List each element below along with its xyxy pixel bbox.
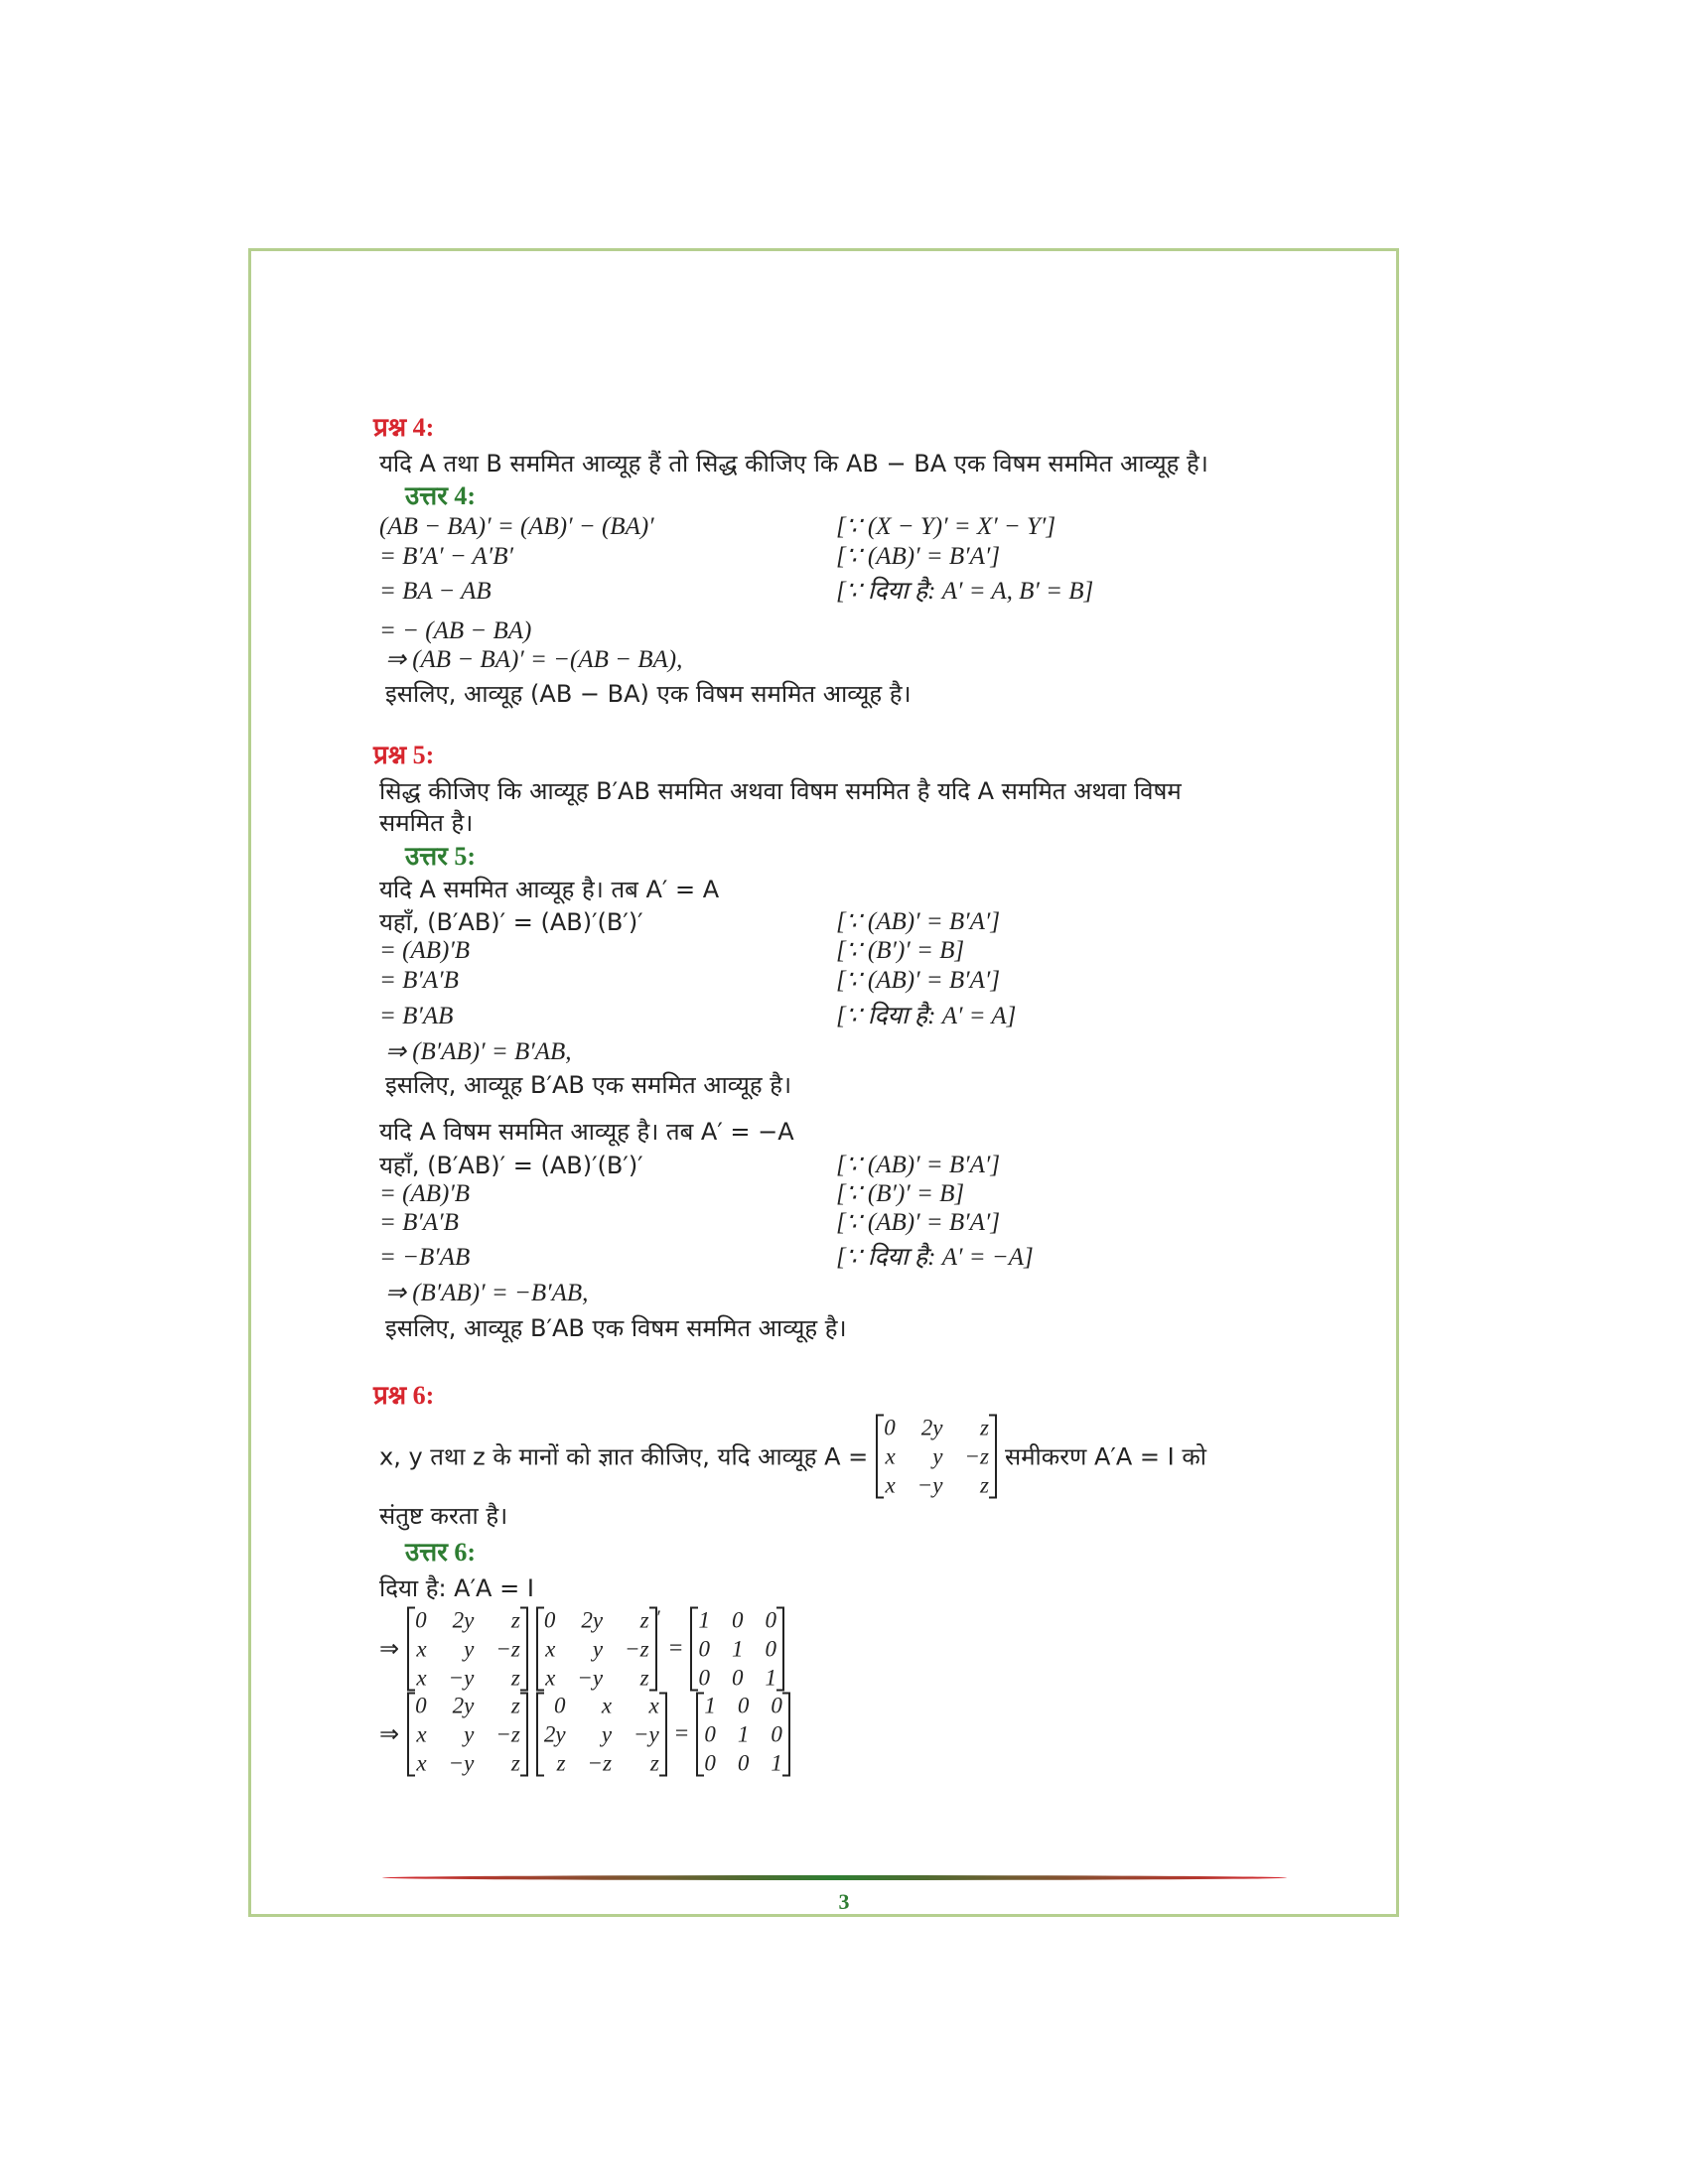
q5-case1-intro: यदि A सममित आव्यूह है। तब A′ = A: [379, 876, 720, 903]
q5-step: = −B′AB: [379, 1244, 471, 1271]
question-6-text: [379, 1415, 1206, 1499]
page-number: 3: [838, 1889, 850, 1914]
matrix-cell: 1: [731, 1636, 744, 1662]
matrix-cell: x: [416, 1636, 427, 1662]
q5-reason: [∵ (AB)′ = B′A′]: [836, 1152, 1001, 1178]
matrix-cell: 0: [731, 1607, 744, 1633]
matrix-cell: x: [648, 1693, 659, 1718]
matrix-cell: 0: [415, 1607, 427, 1633]
matrix-A: [876, 1415, 997, 1499]
matrix-cell: 0: [771, 1721, 782, 1747]
matrix-cell: z: [649, 1750, 659, 1776]
q6-equation-2: [379, 1693, 790, 1777]
matrix-cell: 0: [737, 1750, 750, 1776]
q4-reason: [∵ दिया है: A′ = A, B′ = B]: [836, 578, 1094, 605]
matrix-cell: 0: [765, 1636, 776, 1662]
q5-step: यहाँ, (B′AB)′ = (AB)′(B′)′: [379, 908, 643, 936]
q5-reason: [∵ दिया है: A′ = A]: [836, 1003, 1017, 1029]
matrix-cell: y: [464, 1636, 475, 1662]
matrix-cell: 0: [543, 1607, 556, 1633]
matrix-cell: y: [592, 1636, 604, 1662]
matrix-cell: −y: [448, 1665, 475, 1691]
matrix-cell: 1: [765, 1665, 776, 1691]
q4-reason: [∵ (AB)′ = B′A′]: [836, 543, 1001, 570]
matrix-cell: 1: [704, 1693, 716, 1718]
matrix-cell: −y: [916, 1472, 943, 1498]
q6-given: दिया है: A′A = I: [379, 1574, 534, 1602]
matrix-cell: x: [885, 1472, 896, 1498]
question-4-heading: प्रश्न 4:: [373, 413, 435, 442]
question-5-text: सममित है।: [379, 809, 474, 837]
matrix-cell: y: [464, 1721, 475, 1747]
footer-divider: [382, 1875, 1287, 1880]
q4-step: = BA − AB: [379, 578, 492, 605]
question-5-text: सिद्ध कीजिए कि आव्यूह B′AB सममित अथवा विषम सममित है यदि A सममित अथवा विषम: [379, 777, 1182, 805]
equals-symbol: =: [668, 1635, 683, 1662]
question-6-text: संतुष्ट करता है।: [379, 1502, 508, 1530]
matrix-cell: z: [510, 1607, 520, 1633]
identity-matrix: [696, 1693, 790, 1777]
q5-step: = B′A′B: [379, 967, 459, 994]
matrix-A-transpose: [536, 1693, 667, 1777]
q5-reason: [∵ (AB)′ = B′A′]: [836, 967, 1001, 994]
matrix-cell: 0: [884, 1415, 896, 1440]
matrix-cell: 1: [698, 1607, 710, 1633]
q5-reason: [∵ दिया है: A′ = −A]: [836, 1244, 1034, 1271]
matrix-cell: 2y: [452, 1693, 475, 1718]
q4-step: (AB − BA)′ = (AB)′ − (BA)′: [379, 513, 654, 540]
q5-reason: [∵ (B′)′ = B]: [836, 937, 965, 964]
question-6-heading: प्रश्न 6:: [373, 1381, 435, 1410]
identity-matrix: [690, 1607, 784, 1692]
matrix-cell: 2y: [543, 1721, 566, 1747]
matrix-cell: z: [510, 1750, 520, 1776]
matrix-cell: x: [545, 1636, 556, 1662]
q5-step: = (AB)′B: [379, 1180, 471, 1207]
q6-equation-1: [379, 1607, 784, 1692]
prime-mark: ′: [656, 1606, 661, 1629]
implies-symbol: ⇒: [379, 1636, 400, 1663]
matrix-cell: 0: [731, 1665, 744, 1691]
matrix-cell: 2y: [452, 1607, 475, 1633]
matrix-cell: 0: [554, 1693, 566, 1718]
q5-step: = B′A′B: [379, 1209, 459, 1236]
matrix-cell: z: [510, 1693, 520, 1718]
matrix-cell: x: [601, 1693, 613, 1718]
matrix-cell: x: [416, 1721, 427, 1747]
matrix-cell: 1: [737, 1721, 750, 1747]
matrix-cell: −z: [495, 1721, 520, 1747]
answer-5-heading: उत्तर 5:: [405, 842, 477, 871]
q4-reason: [∵ (X − Y)′ = X′ − Y′]: [836, 513, 1056, 540]
matrix-cell: z: [980, 1472, 989, 1498]
matrix-cell: −z: [587, 1750, 613, 1776]
q5-conclusion: इसलिए, आव्यूह B′AB एक सममित आव्यूह है।: [385, 1071, 792, 1099]
matrix-cell: y: [932, 1443, 943, 1469]
matrix-cell: z: [639, 1607, 649, 1633]
matrix-cell: x: [416, 1750, 427, 1776]
q5-step: = (AB)′B: [379, 937, 471, 964]
q5-reason: [∵ (AB)′ = B′A′]: [836, 1209, 1001, 1236]
matrix-cell: 1: [771, 1750, 782, 1776]
matrix-cell: z: [639, 1665, 649, 1691]
matrix-cell: 0: [737, 1693, 750, 1718]
matrix-cell: −z: [964, 1443, 989, 1469]
matrix-A: [407, 1607, 528, 1692]
matrix-cell: y: [601, 1721, 613, 1747]
q5-step: यहाँ, (B′AB)′ = (AB)′(B′)′: [379, 1152, 643, 1179]
q4-step: = B′A′ − A′B′: [379, 543, 513, 570]
q5-step: ⇒ (B′AB)′ = B′AB,: [385, 1038, 572, 1065]
matrix-cell: 2y: [581, 1607, 604, 1633]
matrix-cell: 2y: [920, 1415, 943, 1440]
q5-step: ⇒ (B′AB)′ = −B′AB,: [385, 1280, 589, 1306]
answer-6-heading: उत्तर 6:: [405, 1538, 477, 1567]
q4-step: ⇒ (AB − BA)′ = −(AB − BA),: [385, 646, 683, 673]
q5-case2-intro: यदि A विषम सममित आव्यूह है। तब A′ = −A: [379, 1118, 794, 1146]
matrix-cell: z: [980, 1415, 989, 1440]
implies-symbol: ⇒: [379, 1721, 400, 1748]
matrix-cell: x: [416, 1665, 427, 1691]
question-6-post: समीकरण A′A = I को: [1004, 1442, 1207, 1471]
matrix-cell: −y: [633, 1721, 659, 1747]
question-4-text: यदि A तथा B सममित आव्यूह हैं तो सिद्ध कीजिए कि AB − BA एक विषम सममित आव्यूह है।: [379, 450, 1208, 478]
matrix-cell: −y: [577, 1665, 604, 1691]
q5-reason: [∵ (B′)′ = B]: [836, 1180, 965, 1207]
q5-conclusion: इसलिए, आव्यूह B′AB एक विषम सममित आव्यूह है।: [385, 1314, 847, 1342]
question-6-pre: x, y तथा z के मानों को ज्ञात कीजिए, यदि आव्यूह A =: [379, 1442, 869, 1471]
matrix-cell: z: [556, 1750, 566, 1776]
matrix-cell: x: [545, 1665, 556, 1691]
matrix-cell: 0: [765, 1607, 776, 1633]
q4-step: = − (AB − BA): [379, 617, 532, 644]
q5-reason: [∵ (AB)′ = B′A′]: [836, 908, 1001, 935]
matrix-cell: 0: [704, 1750, 716, 1776]
matrix-A-transposed-notation: [536, 1607, 657, 1692]
q5-step: = B′AB: [379, 1003, 454, 1029]
matrix-cell: 0: [704, 1721, 716, 1747]
question-5-heading: प्रश्न 5:: [373, 741, 435, 769]
matrix-cell: x: [885, 1443, 896, 1469]
matrix-cell: 0: [415, 1693, 427, 1718]
equals-symbol: =: [674, 1720, 689, 1747]
matrix-cell: 0: [698, 1636, 710, 1662]
matrix-A: [407, 1693, 528, 1777]
matrix-cell: 0: [771, 1693, 782, 1718]
matrix-cell: 0: [698, 1665, 710, 1691]
matrix-cell: −y: [448, 1750, 475, 1776]
matrix-cell: −z: [625, 1636, 649, 1662]
matrix-cell: −z: [495, 1636, 520, 1662]
matrix-cell: z: [510, 1665, 520, 1691]
q4-conclusion: इसलिए, आव्यूह (AB − BA) एक विषम सममित आव्यूह है।: [385, 680, 912, 708]
answer-4-heading: उत्तर 4:: [405, 481, 477, 510]
